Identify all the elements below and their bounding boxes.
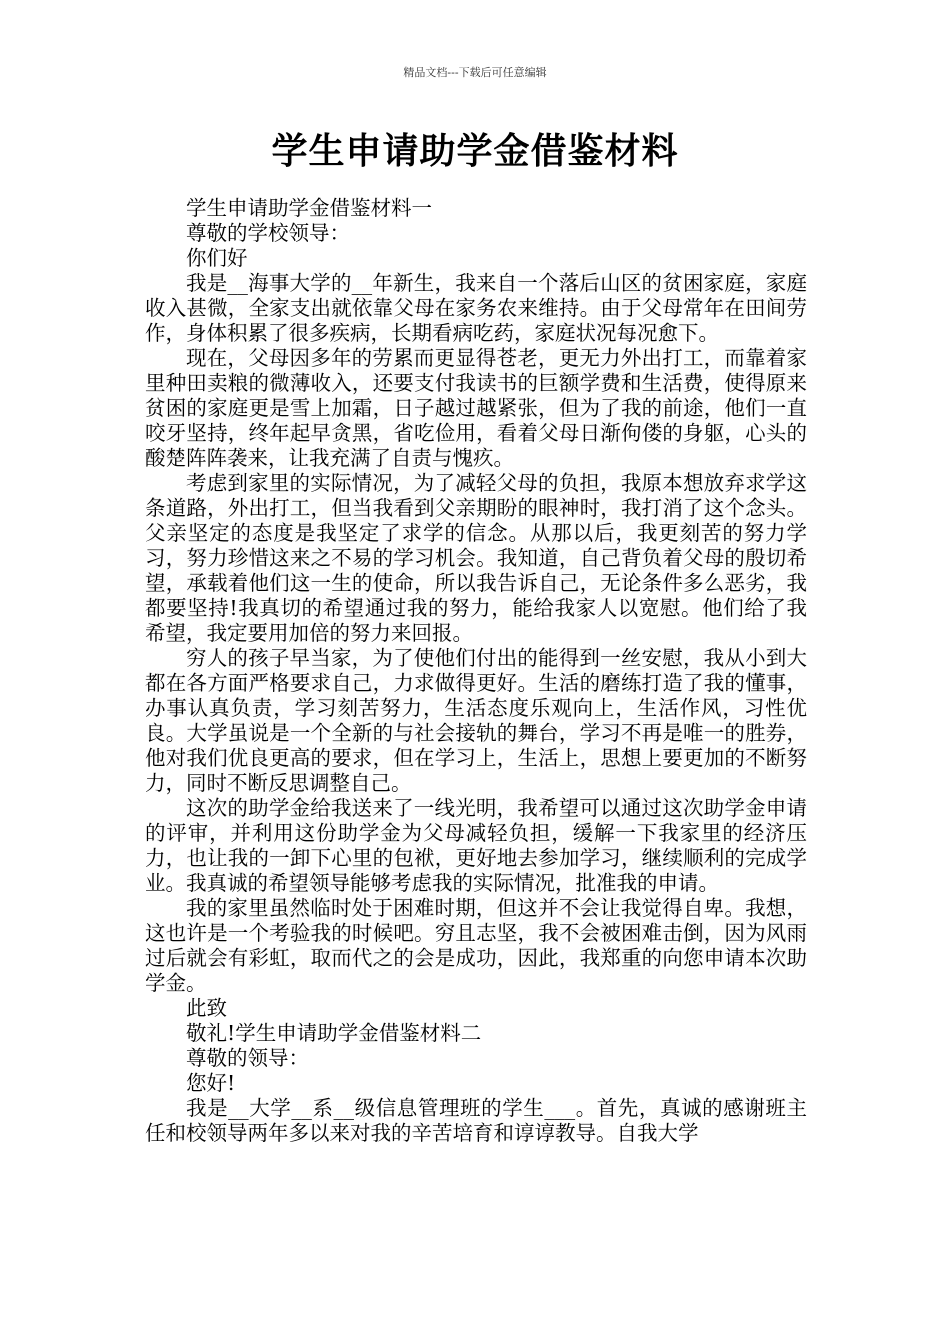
paragraph: 我的家里虽然临时处于困难时期，但这并不会让我觉得自卑。我想，这也许是一个考验我的时候吧。穷且志坚，我不会被困难击倒，因为风雨过后就会有彩虹，取而代之的会是成功，因此，我郑重的向您申请本次助学金。 [145, 896, 807, 995]
paragraph: 你们好 [186, 246, 248, 270]
paragraph: 学生申请助学金借鉴材料一 [186, 196, 432, 220]
paragraph: 我是__大学__系__级信息管理班的学生___。首先，真诚的感谢班主任和校领导两年多以来对我的辛苦培育和谆谆教导。自我大学 [145, 1096, 807, 1145]
paragraph: 尊敬的学校领导： [186, 221, 350, 245]
document-title: 学生申请助学金借鉴材料 [271, 131, 679, 172]
paragraph: 敬礼!学生申请助学金借鉴材料二 [186, 1021, 482, 1045]
paragraph: 您好! [186, 1071, 236, 1095]
paragraph: 这次的助学金给我送来了一线光明，我希望可以通过这次助学金申请的评审，并利用这份助学金为父母减轻负担，缓解一下我家里的经济压力，也让我的一卸下心里的包袱，更好地去参加学习，继续顺利的完成学业。我真诚的希望领导能够考虑我的实际情况，批准我的申请。 [145, 796, 807, 895]
header-note: 精品文档---下载后可任意编辑 [403, 66, 547, 79]
paragraph: 我是__海事大学的__年新生，我来自一个落后山区的贫困家庭，家庭收入甚微，全家支出就依靠父母在家务农来维持。由于父母常年在田间劳作，身体积累了很多疾病，长期看病吃药，家庭状况每况愈下。 [145, 271, 807, 345]
paragraph: 考虑到家里的实际情况，为了减轻父母的负担，我原本想放弃求学这条道路，外出打工，但当我看到父亲期盼的眼神时，我打消了这个念头。父亲坚定的态度是我坚定了求学的信念。从那以后，我更刻苦的努力学习，努力珍惜这来之不易的学习机会。我知道，自己背负着父母的殷切希望，承载着他们这一生的使命，所以我告诉自己，无论条件多么恶劣，我都要坚持!我真切的希望通过我的努力，能给我家人以宽慰。他们给了我希望，我定要用加倍的努力来回报。 [145, 471, 807, 645]
paragraph: 此致 [186, 996, 227, 1020]
paragraph: 尊敬的领导： [186, 1046, 309, 1070]
document-body [145, 196, 807, 1146]
paragraph: 穷人的孩子早当家，为了使他们付出的能得到一丝安慰，我从小到大都在各方面严格要求自己，力求做得更好。生活的磨练打造了我的懂事，办事认真负责，学习刻苦努力，生活态度乐观向上，生活作风，习性优良。大学虽说是一个全新的与社会接轨的舞台，学习不再是唯一的胜券，他对我们优良更高的要求，但在学习上，生活上，思想上要更加的不断努力，同时不断反思调整自己。 [145, 646, 807, 795]
paragraph: 现在，父母因多年的劳累而更显得苍老，更无力外出打工，而靠着家里种田卖粮的微薄收入，还要支付我读书的巨额学费和生活费，使得原来贫困的家庭更是雪上加霜，日子越过越紧张，但为了我的前途，他们一直咬牙坚持，终年起早贪黑，省吃俭用，看着父母日渐佝偻的身躯，心头的酸楚阵阵袭来，让我充满了自责与愧疚。 [145, 346, 807, 470]
